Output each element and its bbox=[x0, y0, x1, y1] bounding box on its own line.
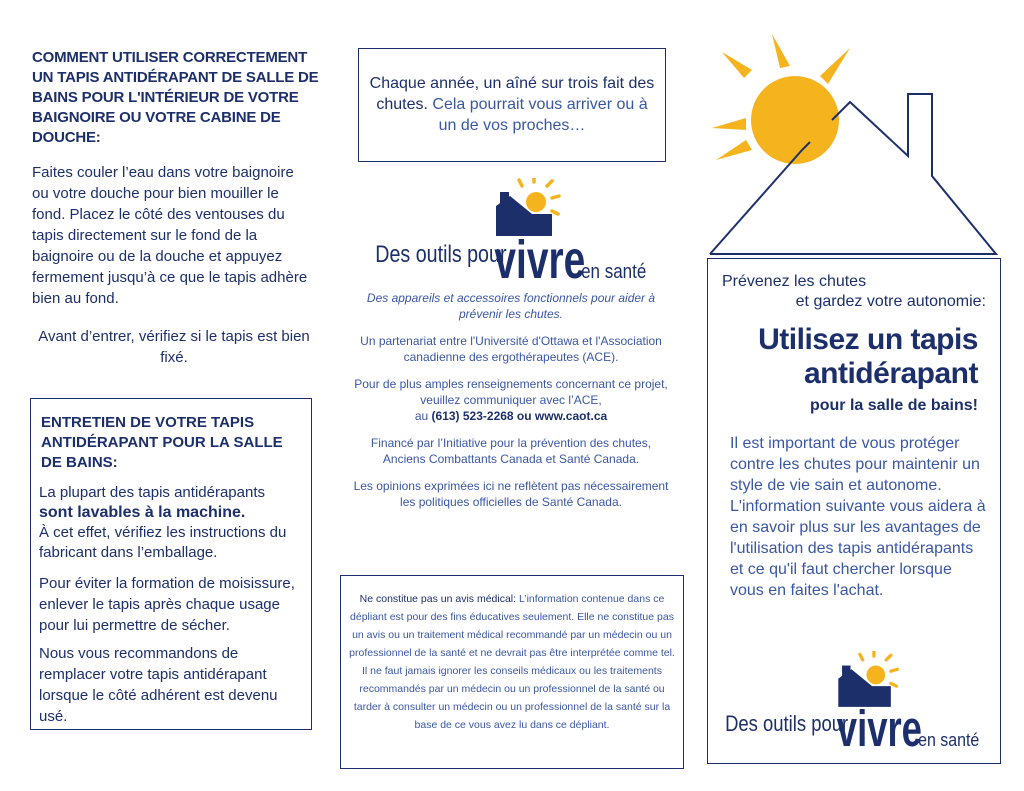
contact-phone-web: (613) 523-2268 ou www.caot.ca bbox=[431, 409, 608, 423]
project-partnership: Un partenariat entre l'Université d'Ottawa et l'Association canadienne des ergothérapeutes (ACE). bbox=[360, 334, 662, 364]
contact-info-au: au bbox=[414, 409, 429, 423]
project-tagline: Des appareils et accessoires fonctionnels pour aider à prévenir les chutes. bbox=[366, 291, 656, 321]
instructions-body: Faites couler l’eau dans votre baignoire ou votre douche pour bien mouiller le fond. Placez le côté des ventouses du tapis directement sur le fond de la baignoire ou de la douche et appuyez fermement jusqu’à ce que le tapis adhère bien au fond. bbox=[32, 164, 308, 307]
cover-title-line-2: antidérapant bbox=[803, 357, 978, 390]
logo-des-outils-pour-vivre bbox=[722, 651, 994, 757]
contact-info-text: Pour de plus amples renseignements concernant ce projet, veuillez communiquer avec l’ACE, bbox=[354, 377, 668, 407]
care-paragraph-3: Nous vous recommandons de remplacer votre tapis antidérapant lorsque le côté adhérent est devenu usé. bbox=[39, 645, 278, 725]
medical-disclaimer bbox=[349, 590, 675, 734]
logo-text-part1: Des outils pour bbox=[725, 711, 849, 737]
statistic-lead: Chaque année, un aîné sur trois fait des chutes. bbox=[369, 75, 655, 113]
statistic-box bbox=[358, 48, 666, 162]
instructions-note: Avant d’entrer, vérifiez si le tapis est bien fixé. bbox=[38, 328, 310, 366]
statistic-rest: Cela pourrait vous arriver ou à un de vos proches… bbox=[432, 96, 648, 134]
cover-subtitle-2: et gardez votre autonomie: bbox=[795, 293, 986, 310]
project-contact-info bbox=[350, 376, 672, 424]
logo-text-vivre: vivre bbox=[836, 701, 922, 757]
logo-text-part1: Des outils pour bbox=[375, 240, 507, 268]
project-opinions: Les opinions exprimées ici ne reflètent pas nécessairement les politiques officielles de Santé Canada. bbox=[353, 479, 669, 509]
sun-icon bbox=[712, 34, 850, 164]
care-p1-lead: La plupart des tapis antidérapants bbox=[39, 484, 265, 501]
cover-panel bbox=[707, 258, 1001, 764]
care-paragraph-1 bbox=[39, 483, 307, 563]
medical-disclaimer-box bbox=[340, 575, 684, 769]
logo-text-vivre: vivre bbox=[494, 228, 586, 288]
disclaimer-text: L’information contenue dans ce dépliant est pour des fins éducatives seulement. Elle ne constitue pas un avis ou un traitement médical recommandé par un médecin ou un professionnel de la santé et ne devrait pas être interprétée comme tel. Il ne faut jamais ignorer les conseils médicaux ou les traitements recommandés par un médecin ou un professionnel de la santé ou tarder à consulter un médecin ou un professionnel de la santé sur la base de ce vous avez lu dans ce dépliant. bbox=[349, 593, 675, 731]
cover-title-line-1: Utilisez un tapis bbox=[758, 323, 978, 356]
logo-text-part3: en santé bbox=[581, 259, 647, 283]
disclaimer-lead: Ne constitue pas un avis médical: bbox=[359, 593, 517, 605]
statistic-text bbox=[369, 73, 655, 136]
care-p1-bold: sont lavables à la machine. bbox=[39, 504, 246, 521]
cover-body-text: Il est important de vous protéger contre les chutes pour maintenir un style de vie sain et autonome. L'information suivante vous aidera à en savoir plus sur les avantages de l'utilisation des tapis antidérapants et ce qu'il faut chercher lorsque vous en faites l'achat. bbox=[730, 435, 986, 599]
care-section bbox=[30, 398, 312, 730]
cover-subtitle-1: Prévenez les chutes bbox=[722, 273, 867, 290]
project-info bbox=[350, 290, 672, 521]
care-heading: ENTRETIEN DE VOTRE TAPIS ANTIDÉRAPANT POUR LA SALLE DE BAINS: bbox=[41, 414, 283, 471]
house-with-sun-illustration bbox=[700, 30, 1000, 260]
logo-des-outils-pour-vivre bbox=[372, 178, 662, 288]
care-paragraph-2: Pour éviter la formation de moisissure, enlever le tapis après chaque usage pour lui permettre de sécher. bbox=[39, 575, 295, 634]
instructions-heading: COMMENT UTILISER CORRECTEMENT UN TAPIS ANTIDÉRAPANT DE SALLE DE BAINS POUR L'INTÉRIEUR DE VOTRE BAIGNOIRE OU VOTRE CABINE DE DOUCHE: bbox=[32, 49, 319, 146]
project-funding: Financé par l’Initiative pour la prévention des chutes, Anciens Combattants Canada et Santé Canada. bbox=[370, 436, 652, 466]
care-p1-rest: À cet effet, vérifiez les instructions du fabricant dans l’emballage. bbox=[39, 524, 287, 561]
cover-title-line-3: pour la salle de bains! bbox=[809, 397, 978, 414]
logo-text-part3: en santé bbox=[918, 728, 980, 751]
